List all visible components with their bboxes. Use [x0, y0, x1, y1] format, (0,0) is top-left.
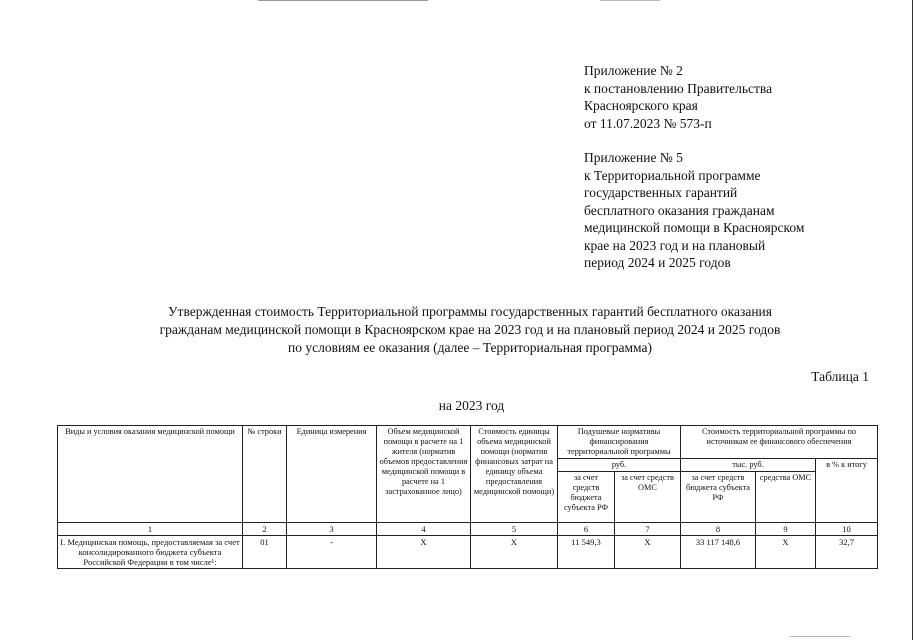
- annex-line: Красноярского края: [584, 98, 698, 113]
- header-cell: тыс. руб.: [681, 459, 816, 472]
- column-number: 5: [471, 523, 558, 536]
- header-row-1: [58, 426, 878, 459]
- header-cell: Виды и условия оказания медицинской помощи: [58, 426, 243, 523]
- title-line: Утвержденная стоимость Территориальной программы государственных гарантий бесплатного оказания: [167, 304, 772, 319]
- row-unit: -: [287, 536, 377, 569]
- annex-header-2: [584, 149, 804, 272]
- title-line: по условиям ее оказания (далее – Территориальная программа): [288, 340, 652, 355]
- header-cell: за счет средств бюджета субъекта РФ: [558, 472, 615, 523]
- annex-line: Приложение № 2: [584, 63, 683, 78]
- row-per-capita-oms: X: [615, 536, 681, 569]
- title-line: гражданам медицинской помощи в Красноярском крае на 2023 год и на плановый период 2024 и 2025 годов: [159, 322, 781, 337]
- column-number: 3: [287, 523, 377, 536]
- scan-artifact-line: [790, 636, 850, 637]
- scan-artifact-line: [258, 0, 428, 1]
- header-cell: за счет средств бюджета субъекта РФ: [681, 472, 756, 523]
- annex-line: медицинской помощи в Красноярском: [584, 220, 805, 235]
- document-title: [100, 303, 840, 357]
- column-numbers-row: [58, 523, 878, 536]
- row-line-number: 01: [243, 536, 287, 569]
- annex-line: государственных гарантий: [584, 185, 738, 200]
- row-cost-oms: X: [756, 536, 816, 569]
- year-label: на 2023 год: [438, 398, 505, 413]
- annex-header-1: [584, 62, 772, 132]
- annex-line: крае на 2023 год и на плановый: [584, 237, 766, 253]
- column-number: 10: [816, 523, 878, 536]
- column-number: 2: [243, 523, 287, 536]
- annex-line: Приложение № 5: [584, 150, 683, 165]
- header-cell: средства ОМС: [756, 472, 816, 523]
- table-row: [58, 536, 878, 569]
- row-name: I. Медицинская помощь, предоставляемая за счет консолидированного бюджета субъекта Российской Федерации в том числе¹:: [58, 536, 243, 569]
- row-cost-budget: 33 117 148,6: [681, 536, 756, 569]
- header-cell: № строки: [243, 426, 287, 523]
- header-cell: руб.: [558, 459, 681, 472]
- column-number: 1: [58, 523, 243, 536]
- header-cell: Подушевые нормативы финансирования территориальной программы: [558, 426, 681, 459]
- column-number: 8: [681, 523, 756, 536]
- annex-line: к постановлению Правительства: [584, 80, 773, 96]
- header-cell: Объем медицинской помощи в расчете на 1 жителя (норматив объемов предоставления медицинской помощи в расчете на 1 застрахованное лицо): [377, 426, 471, 523]
- header-cell: за счет средств ОМС: [615, 472, 681, 523]
- column-number: 9: [756, 523, 816, 536]
- header-cell: в % к итогу: [816, 459, 878, 523]
- column-number: 6: [558, 523, 615, 536]
- annex-line: бесплатного оказания гражданам: [584, 202, 775, 218]
- header-cell: Стоимость территориальной программы по источникам ее финансового обеспечения: [681, 426, 878, 459]
- table-label: Таблица 1: [811, 369, 869, 384]
- row-cost-unit: X: [471, 536, 558, 569]
- column-number: 4: [377, 523, 471, 536]
- cost-table: [57, 425, 878, 569]
- row-percent: 32,7: [816, 536, 878, 569]
- header-cell: Стоимость единицы объема медицинской помощи (норматив финансовых затрат на единицу объема предоставления медицинской помощи): [471, 426, 558, 523]
- annex-line: период 2024 и 2025 годов: [584, 255, 731, 270]
- row-per-capita-budget: 11 549,3: [558, 536, 615, 569]
- header-cell: Единица измерения: [287, 426, 377, 523]
- annex-line: к Территориальной программе: [584, 167, 761, 183]
- column-number: 7: [615, 523, 681, 536]
- row-volume: X: [377, 536, 471, 569]
- scan-artifact-line: [600, 0, 660, 1]
- annex-line: от 11.07.2023 № 573-п: [584, 115, 712, 131]
